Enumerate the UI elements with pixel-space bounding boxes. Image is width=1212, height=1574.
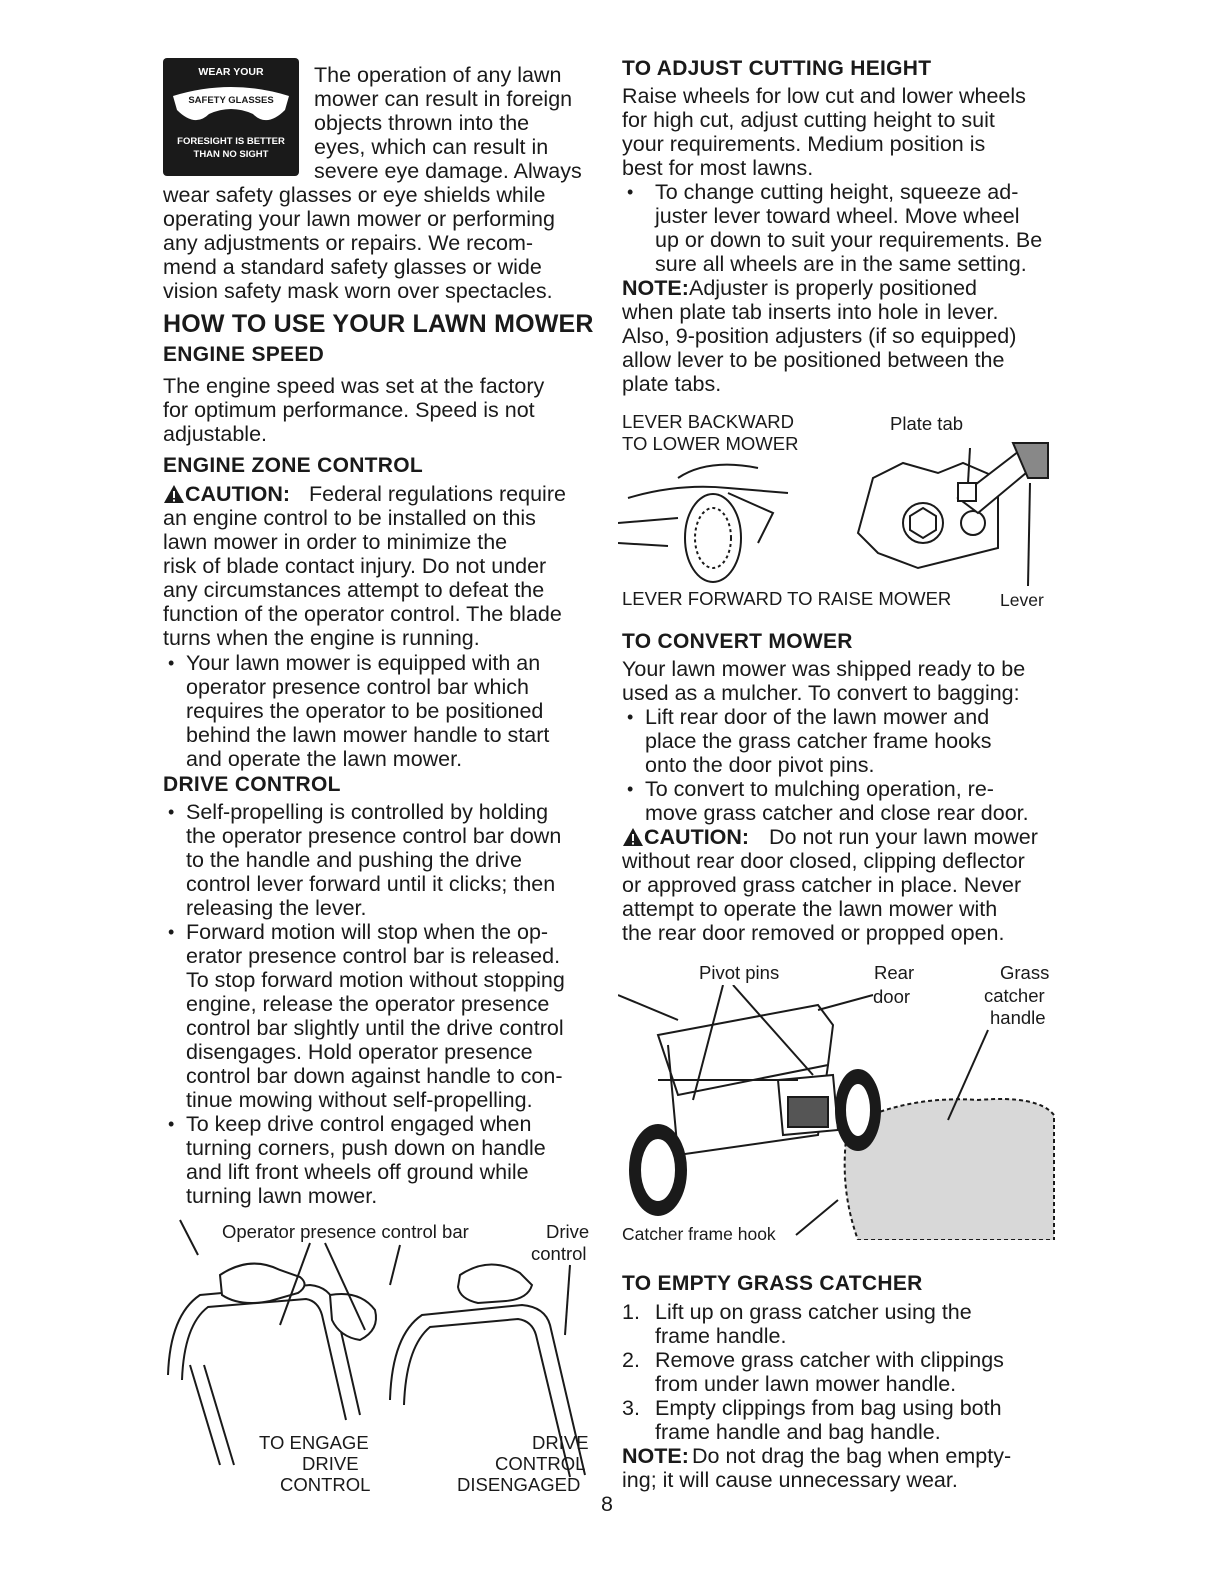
empty-line: Remove grass catcher with clippings	[655, 1348, 1004, 1372]
drive-bullet1-line: Self-propelling is controlled by holding	[186, 800, 549, 824]
fig-label-opc: Operator presence control bar	[222, 1221, 469, 1242]
convert-heading: TO CONVERT MOWER	[622, 630, 853, 653]
caution-label: CAUTION:	[644, 825, 750, 849]
badge-line-3: FORESIGHT IS BETTER	[177, 136, 285, 147]
fig-label-grass-catcher-handle: handle	[990, 1007, 1046, 1028]
bullet: •	[168, 922, 175, 942]
fig-label-lever-backward: LEVER BACKWARD	[622, 411, 795, 432]
engine-zone-line: any circumstances attempt to defeat the	[163, 578, 545, 602]
engine-zone-heading: ENGINE ZONE CONTROL	[163, 454, 424, 477]
convert-line: Your lawn mower was shipped ready to be	[622, 657, 1026, 681]
caution-label: CAUTION:	[185, 482, 291, 506]
fig-label-pivot-pins: Pivot pins	[699, 962, 780, 983]
drive-bullet1-line: the operator presence control bar down	[186, 824, 562, 848]
cutting-height-line: Raise wheels for low cut and lower wheels	[622, 84, 1026, 108]
intro-line: operating your lawn mower or performing	[163, 207, 555, 231]
cutting-height-heading: TO ADJUST CUTTING HEIGHT	[622, 57, 932, 80]
empty-line: from under lawn mower handle.	[655, 1372, 957, 1396]
empty-num: 3.	[622, 1396, 640, 1420]
grass-catcher-illustration	[618, 985, 1058, 1240]
cutting-height-line: your requirements. Medium position is	[622, 132, 986, 156]
cutting-height-bullet-line: up or down to suit your requirements. Be	[655, 228, 1043, 252]
drive-control-heading: DRIVE CONTROL	[163, 773, 341, 796]
drive-bullet3-line: turning lawn mower.	[186, 1184, 378, 1208]
drive-bullet1-line: to the handle and pushing the drive	[186, 848, 522, 872]
fig-label-lever: Lever	[1000, 590, 1044, 610]
cutting-height-bullet-line: To change cutting height, squeeze ad-	[655, 180, 1019, 204]
fig-label-disengaged: DISENGAGED	[457, 1474, 581, 1495]
fig-label-rear-door: Rear	[874, 962, 915, 983]
engine-zone-bullet-line: Your lawn mower is equipped with an	[186, 651, 541, 675]
caution-triangle-icon	[163, 484, 185, 504]
drive-bullet2-line: control bar slightly until the drive control	[186, 1016, 564, 1040]
engine-zone-line: an engine control to be installed on this	[163, 506, 536, 530]
intro-line: vision safety mask worn over spectacles.	[163, 279, 553, 303]
fig-label-lever-forward: LEVER FORWARD TO RAISE MOWER	[622, 588, 952, 609]
convert-bullet1-line: Lift rear door of the lawn mower and	[645, 705, 990, 729]
bullet: •	[168, 1114, 175, 1134]
fig-label-catcher-frame-hook: Catcher frame hook	[622, 1224, 776, 1244]
bullet: •	[627, 779, 634, 799]
bullet: •	[627, 182, 634, 202]
empty-line: Empty clippings from bag using both	[655, 1396, 1002, 1420]
bullet: •	[168, 653, 175, 673]
empty-line: frame handle and bag handle.	[655, 1420, 941, 1444]
drive-bullet1-line: control lever forward until it clicks; then	[186, 872, 556, 896]
engine-speed-heading: ENGINE SPEED	[163, 343, 325, 366]
intro-line: mend a standard safety glasses or wide	[163, 255, 542, 279]
drive-bullet2-line: Forward motion will stop when the op-	[186, 920, 549, 944]
fig-label-rear-door: door	[873, 986, 911, 1007]
convert-caution-line: attempt to operate the lawn mower with	[622, 897, 998, 921]
intro-line: wear safety glasses or eye shields while	[163, 183, 546, 207]
engine-zone-bullet-line: behind the lawn mower handle to start	[186, 723, 550, 747]
cutting-height-note-line: allow lever to be positioned between the	[622, 348, 1005, 372]
drive-bullet2-line: erator presence control bar is released.	[186, 944, 561, 968]
convert-line: used as a mulcher. To convert to bagging:	[622, 681, 1020, 705]
caution-triangle-icon	[622, 827, 644, 847]
fig-label-disengaged: CONTROL	[495, 1453, 586, 1474]
engine-zone-bullet-line: requires the operator to be positioned	[186, 699, 544, 723]
drive-bullet2-line: To stop forward motion without stopping	[186, 968, 565, 992]
fig-label-engage: CONTROL	[280, 1474, 371, 1495]
safety-glasses-badge	[163, 58, 299, 176]
drive-bullet2-line: disengages. Hold operator presence	[186, 1040, 533, 1064]
empty-note-line: ing; it will cause unnecessary wear.	[622, 1468, 958, 1492]
empty-heading: TO EMPTY GRASS CATCHER	[622, 1272, 923, 1295]
badge-line-2: SAFETY GLASSES	[188, 95, 274, 106]
convert-bullet1-line: onto the door pivot pins.	[645, 753, 875, 777]
drive-bullet3-line: To keep drive control engaged when	[186, 1112, 532, 1136]
intro-line: severe eye damage. Always	[314, 159, 582, 183]
engine-zone-line: lawn mower in order to minimize the	[163, 530, 508, 554]
drive-bullet2-line: tinue mowing without self-propelling.	[186, 1088, 533, 1112]
convert-caution-line: or approved grass catcher in place. Never	[622, 873, 1022, 897]
empty-note-line: Do not drag the bag when empty-	[692, 1444, 1012, 1468]
cutting-height-bullet-line: sure all wheels are in the same setting.	[655, 252, 1027, 276]
convert-caution-line: Do not run your lawn mower	[769, 825, 1038, 849]
drive-bullet3-line: turning corners, push down on handle	[186, 1136, 546, 1160]
engine-zone-line: turns when the engine is running.	[163, 626, 480, 650]
drive-bullet1-line: releasing the lever.	[186, 896, 367, 920]
empty-line: Lift up on grass catcher using the	[655, 1300, 972, 1324]
empty-num: 1.	[622, 1300, 640, 1324]
engine-zone-line: Federal regulations require	[309, 482, 566, 506]
convert-bullet2-line: To convert to mulching operation, re-	[645, 777, 994, 801]
bullet: •	[627, 707, 634, 727]
empty-num: 2.	[622, 1348, 640, 1372]
convert-bullet2-line: move grass catcher and close rear door.	[645, 801, 1029, 825]
height-adjuster-illustration	[618, 438, 1058, 586]
engine-speed-line: The engine speed was set at the factory	[163, 374, 545, 398]
drive-bullet2-line: engine, release the operator presence	[186, 992, 550, 1016]
engine-speed-line: adjustable.	[163, 422, 267, 446]
note-label: NOTE:	[622, 1444, 689, 1468]
cutting-height-line: for high cut, adjust cutting height to suit	[622, 108, 995, 132]
cutting-height-note-line: Also, 9-position adjusters (if so equipped)	[622, 324, 1017, 348]
cutting-height-note-line: plate tabs.	[622, 372, 722, 396]
badge-line-1: WEAR YOUR	[198, 66, 264, 78]
intro-line: eyes, which can result in	[314, 135, 549, 159]
fig-label-disengaged: DRIVE	[532, 1432, 589, 1453]
note-label: NOTE:	[622, 276, 689, 300]
intro-line: mower can result in foreign	[314, 87, 573, 111]
drive-bullet2-line: control bar down against handle to con-	[186, 1064, 563, 1088]
fig-label-lever-backward: TO LOWER MOWER	[622, 433, 799, 454]
page-number: 8	[601, 1492, 613, 1516]
fig-label-engage: DRIVE	[302, 1453, 359, 1474]
engine-zone-bullet-line: and operate the lawn mower.	[186, 747, 463, 771]
cutting-height-note-line: Adjuster is properly positioned	[689, 276, 978, 300]
convert-bullet1-line: place the grass catcher frame hooks	[645, 729, 992, 753]
fig-label-drive: control	[531, 1243, 587, 1264]
bullet: •	[168, 802, 175, 822]
fig-label-drive: Drive	[546, 1221, 590, 1242]
engine-zone-bullet-line: operator presence control bar which	[186, 675, 529, 699]
badge-line-4: THAN NO SIGHT	[193, 149, 269, 160]
cutting-height-bullet-line: juster lever toward wheel. Move wheel	[655, 204, 1020, 228]
fig-label-plate-tab: Plate tab	[890, 413, 964, 434]
cutting-height-line: best for most lawns.	[622, 156, 814, 180]
engine-zone-line: function of the operator control. The blade	[163, 602, 562, 626]
convert-caution-line: the rear door removed or propped open.	[622, 921, 1005, 945]
convert-caution-line: without rear door closed, clipping deflector	[622, 849, 1025, 873]
engine-zone-line: risk of blade contact injury. Do not under	[163, 554, 547, 578]
engine-speed-line: for optimum performance. Speed is not	[163, 398, 535, 422]
fig-label-grass-catcher-handle: catcher	[984, 985, 1045, 1006]
intro-line: The operation of any lawn	[314, 63, 562, 87]
drive-bullet3-line: and lift front wheels off ground while	[186, 1160, 529, 1184]
fig-label-grass-catcher-handle: Grass	[1000, 962, 1050, 983]
fig-label-engage: TO ENGAGE	[259, 1432, 369, 1453]
cutting-height-note-line: when plate tab inserts into hole in lever.	[622, 300, 999, 324]
main-heading: HOW TO USE YOUR LAWN MOWER	[163, 310, 594, 338]
empty-line: frame handle.	[655, 1324, 787, 1348]
intro-line: objects thrown into the	[314, 111, 530, 135]
intro-line: any adjustments or repairs. We recom-	[163, 231, 534, 255]
